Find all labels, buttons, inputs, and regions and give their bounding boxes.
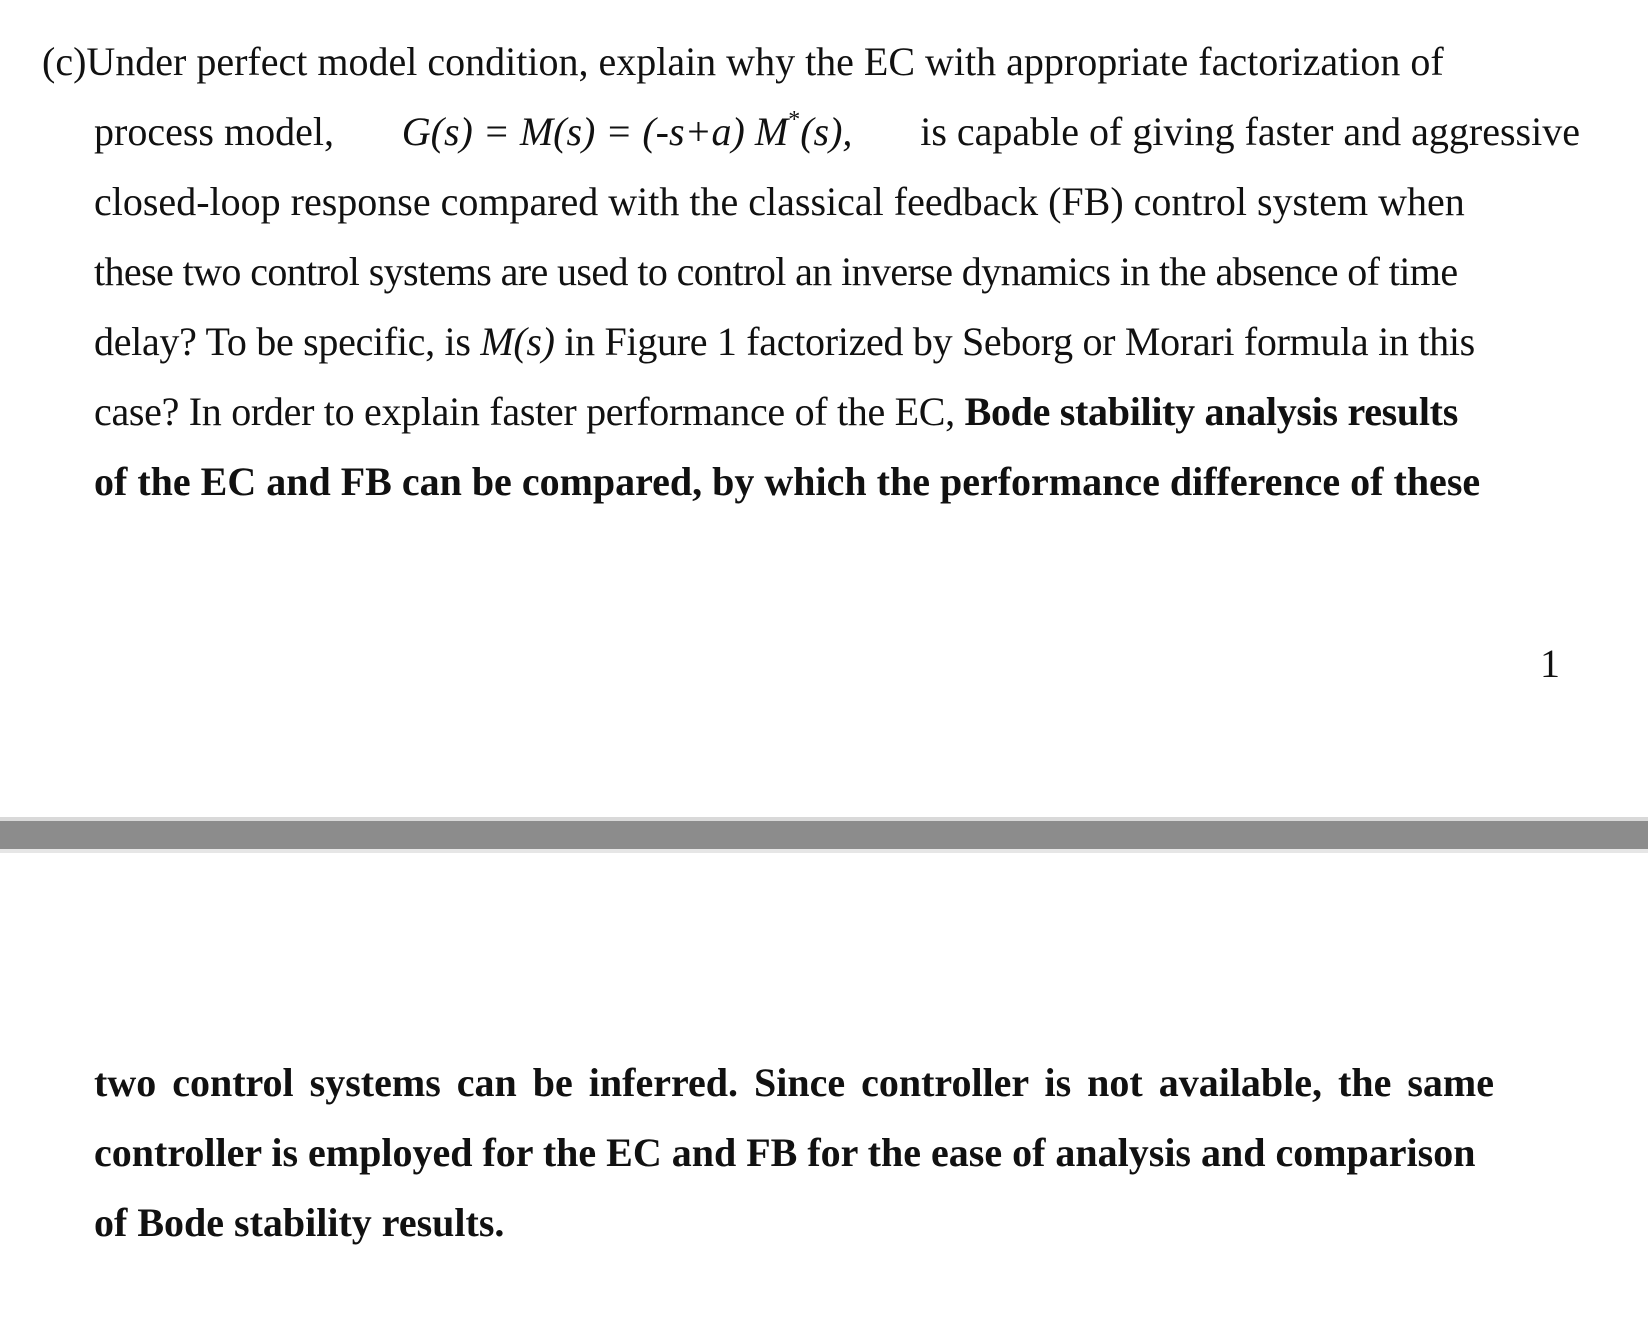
bold-text: Bode stability analysis results (964, 389, 1458, 434)
line-text: in Figure 1 factorized by Seborg or Morari formula in this (564, 319, 1475, 364)
line-text: controller is employed for the EC and FB for the ease of analysis and comparison (94, 1130, 1476, 1175)
line-text: case? In order to explain faster performance of the EC, (94, 389, 955, 434)
paragraph-line-4 (94, 248, 1580, 296)
paragraph-line-3 (94, 178, 1580, 226)
paragraph-line-7 (94, 458, 1580, 506)
equation-text: G(s) = M(s) = (-s+a) M (401, 109, 789, 154)
page-2 (0, 853, 1648, 1332)
page-separator (0, 817, 1648, 853)
paragraph-line-2 (94, 108, 1580, 156)
line-text: closed-loop response compared with the classical feedback (FB) control system when (94, 179, 1465, 224)
equation-text: (s), (800, 109, 853, 154)
line-text: of Bode stability results. (94, 1200, 505, 1245)
equation-superscript: * (788, 107, 801, 133)
paragraph-line-9 (94, 1129, 1580, 1177)
line-text: is capable of giving faster and aggressive (920, 109, 1580, 154)
paragraph-line-8 (94, 1059, 1580, 1107)
line-text: two control systems can be inferred. Since controller is not available, the same (94, 1060, 1495, 1105)
paragraph-line-6 (94, 388, 1580, 436)
math-symbol: M(s) (480, 319, 555, 364)
line-text: (c)Under perfect model condition, explain why the EC with appropriate factorization of (42, 39, 1444, 84)
line-text: of the EC and FB can be compared, by which the performance difference of these (94, 459, 1481, 504)
paragraph-line-5 (94, 318, 1580, 366)
paragraph-line-1 (42, 38, 1580, 86)
page-number: 1 (1540, 641, 1560, 686)
line-text: these two control systems are used to control an inverse dynamics in the absence of time (94, 249, 1458, 294)
equation (402, 108, 853, 156)
line-text: delay? To be specific, is (94, 319, 471, 364)
line-text: process model, (94, 109, 334, 154)
paragraph-line-10 (94, 1199, 504, 1247)
